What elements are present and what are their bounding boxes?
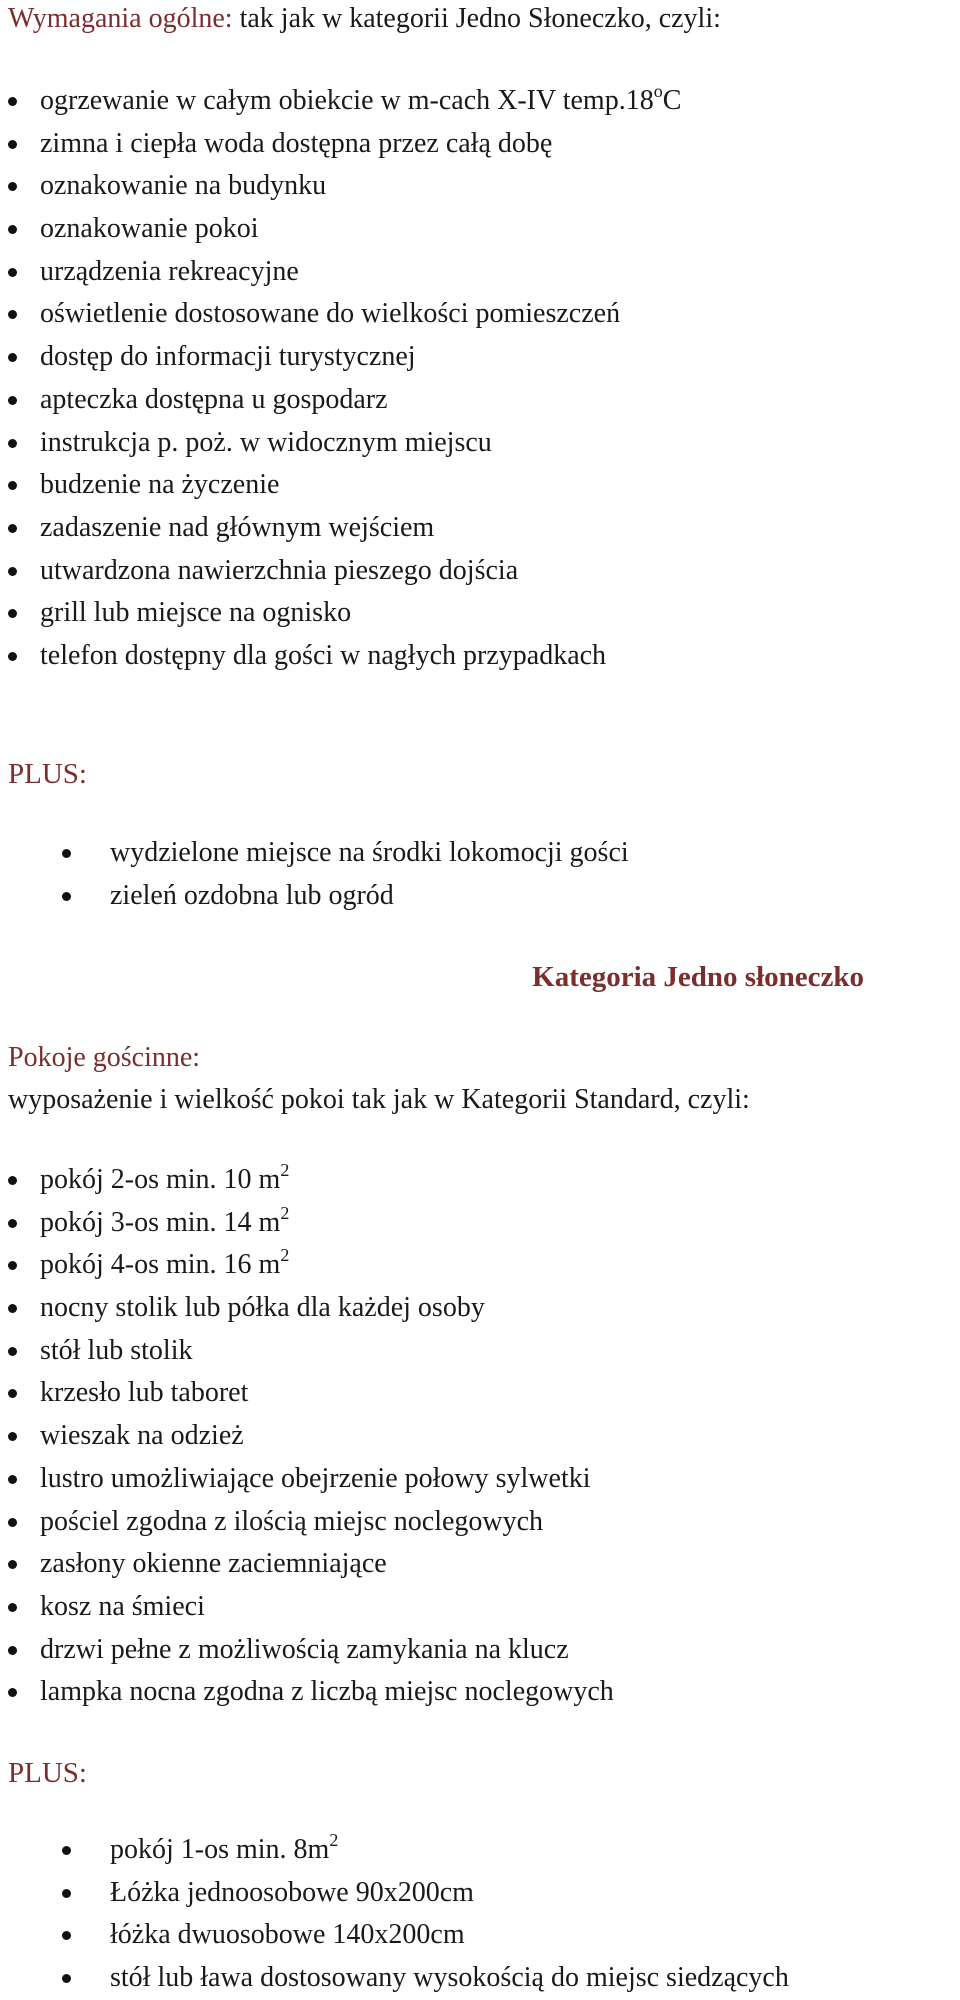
list-item xyxy=(0,1957,960,2000)
bullet-icon xyxy=(8,182,17,191)
guest-rooms-intro: wyposażenie i wielkość pokoi tak jak w Kategorii Standard, czyli: xyxy=(8,1084,750,1115)
list-item-text: lustro umożliwiające obejrzenie połowy sylwetki xyxy=(40,1462,591,1494)
list-item-superscript: 2 xyxy=(280,1245,290,1266)
bullet-icon xyxy=(8,1560,17,1569)
list-item xyxy=(0,422,960,465)
list-item-text: krzesło lub taboret xyxy=(40,1377,249,1409)
bullet-icon xyxy=(8,396,17,405)
bullet-icon xyxy=(8,567,17,576)
list-item-text: pokój 4-os min. 16 m xyxy=(40,1249,281,1281)
bullet-icon xyxy=(8,353,17,362)
list-item-tail: C xyxy=(662,85,682,116)
list-item-text: grill lub miejsce na ognisko xyxy=(40,597,352,629)
bullet-icon xyxy=(62,892,71,901)
list-item xyxy=(0,293,960,336)
list-item-text: dostęp do informacji turystycznej xyxy=(40,341,416,373)
list-item-text: drzwi pełne z możliwością zamykania na klucz xyxy=(40,1633,569,1665)
general-requirements-line xyxy=(8,2,721,36)
list-item xyxy=(0,507,960,550)
list-item xyxy=(0,635,960,678)
bullet-icon xyxy=(8,439,17,448)
plus-list-1 xyxy=(0,832,960,917)
bullet-icon xyxy=(8,1176,17,1185)
list-item-superscript: o xyxy=(653,81,663,101)
list-item-text: Łóżka jednoosobowe 90x200cm xyxy=(110,1876,474,1908)
list-item-text: instrukcja p. poż. w widocznym miejscu xyxy=(40,426,492,458)
list-item xyxy=(0,165,960,208)
list-item-text: lampka nocna zgodna z liczbą miejsc noclegowych xyxy=(40,1676,614,1708)
list-item xyxy=(0,592,960,635)
list-item-text: pokój 2-os min. 10 m xyxy=(40,1164,281,1195)
list-item xyxy=(0,1372,960,1415)
bullet-icon xyxy=(62,1846,71,1855)
list-item-text: telefon dostępny dla gości w nagłych przypadkach xyxy=(40,639,607,671)
list-item-text: urządzenia rekreacyjne xyxy=(40,255,299,287)
bullet-icon xyxy=(8,524,17,533)
list-item-text: pokój 3-os min. 14 m xyxy=(40,1206,281,1238)
list-item xyxy=(0,1244,960,1287)
bullet-icon xyxy=(8,268,17,277)
general-requirements-text: tak jak w kategorii Jedno Słoneczko, czyli: xyxy=(232,3,721,34)
category-title: Kategoria Jedno słoneczko xyxy=(532,961,864,993)
list-item-text: oznakowanie na budynku xyxy=(40,170,327,202)
list-item-text: zieleń ozdobna lub ogród xyxy=(110,879,394,911)
list-item xyxy=(0,1415,960,1458)
list-item xyxy=(0,379,960,422)
list-item xyxy=(0,1202,960,1245)
list-item-text: budzenie na życzenie xyxy=(40,469,280,501)
list-item xyxy=(0,1501,960,1544)
list-item xyxy=(0,123,960,166)
list-item xyxy=(0,1458,960,1501)
bullet-icon xyxy=(8,140,17,149)
bullet-icon xyxy=(8,1646,17,1655)
list-item xyxy=(0,1829,960,1872)
list-item-text: utwardzona nawierzchnia pieszego dojścia xyxy=(40,554,519,586)
list-item xyxy=(0,1914,960,1957)
list-item-text: kosz na śmieci xyxy=(40,1590,205,1622)
list-item-text: wieszak na odzież xyxy=(40,1420,244,1452)
list-item xyxy=(0,1586,960,1629)
list-item-text: pokój 1-os min. 8m xyxy=(110,1834,330,1865)
bullet-icon xyxy=(8,1304,17,1313)
guest-rooms-label: Pokoje gościnne: xyxy=(8,1042,201,1073)
general-requirements-list xyxy=(0,80,960,678)
bullet-icon xyxy=(8,97,17,106)
list-item-superscript: 2 xyxy=(280,1160,290,1180)
plus-heading-1: PLUS: xyxy=(8,758,87,790)
list-item-text: stół lub ława dostosowany wysokością do miejsc siedzących xyxy=(110,1962,789,1994)
general-requirements-label: Wymagania ogólne: xyxy=(8,3,233,34)
list-item xyxy=(0,875,960,918)
guest-rooms-list xyxy=(0,1159,960,1714)
list-item xyxy=(0,251,960,294)
bullet-icon xyxy=(8,310,17,319)
list-item-text: łóżka dwuosobowe 140x200cm xyxy=(110,1919,465,1951)
bullet-icon xyxy=(8,1518,17,1527)
bullet-icon xyxy=(62,1974,71,1983)
bullet-icon xyxy=(8,1261,17,1270)
bullet-icon xyxy=(8,652,17,661)
bullet-icon xyxy=(8,1219,17,1228)
list-item-text: zasłony okienne zaciemniające xyxy=(40,1548,387,1580)
list-item-text: oznakowanie pokoi xyxy=(40,213,259,245)
bullet-icon xyxy=(62,1889,71,1898)
list-item-text: ogrzewanie w całym obiekcie w m-cach X-IV temp.18 xyxy=(40,85,654,116)
list-item-text: pościel zgodna z ilością miejsc noclegowych xyxy=(40,1505,544,1537)
plus-heading-2: PLUS: xyxy=(8,1757,87,1789)
list-item-text: wydzielone miejsce na środki lokomocji gości xyxy=(110,837,629,868)
bullet-icon xyxy=(62,849,71,858)
list-item xyxy=(0,1543,960,1586)
bullet-icon xyxy=(8,609,17,618)
bullet-icon xyxy=(8,1475,17,1484)
bullet-icon xyxy=(8,1389,17,1398)
list-item-superscript: 2 xyxy=(280,1202,290,1223)
list-item xyxy=(0,1159,960,1202)
list-item-text: stół lub stolik xyxy=(40,1334,193,1366)
list-item xyxy=(0,80,960,123)
bullet-icon xyxy=(8,1347,17,1356)
list-item xyxy=(0,1330,960,1373)
list-item-text: apteczka dostępna u gospodarz xyxy=(40,383,388,415)
plus-list-2 xyxy=(0,1829,960,2000)
bullet-icon xyxy=(8,225,17,234)
bullet-icon xyxy=(8,1432,17,1441)
list-item xyxy=(0,336,960,379)
list-item-text: zimna i ciepła woda dostępna przez całą dobę xyxy=(40,127,553,159)
bullet-icon xyxy=(8,481,17,490)
list-item-text: nocny stolik lub półka dla każdej osoby xyxy=(40,1292,485,1324)
list-item-text: oświetlenie dostosowane do wielkości pomieszczeń xyxy=(40,298,621,330)
list-item xyxy=(0,464,960,507)
list-item-text: zadaszenie nad głównym wejściem xyxy=(40,511,435,543)
list-item xyxy=(0,1287,960,1330)
list-item xyxy=(0,1671,960,1714)
list-item xyxy=(0,550,960,593)
bullet-icon xyxy=(8,1688,17,1697)
list-item-superscript: 2 xyxy=(329,1830,339,1850)
list-item xyxy=(0,832,960,875)
bullet-icon xyxy=(62,1931,71,1940)
list-item xyxy=(0,1872,960,1915)
list-item xyxy=(0,1629,960,1672)
list-item xyxy=(0,208,960,251)
bullet-icon xyxy=(8,1603,17,1612)
